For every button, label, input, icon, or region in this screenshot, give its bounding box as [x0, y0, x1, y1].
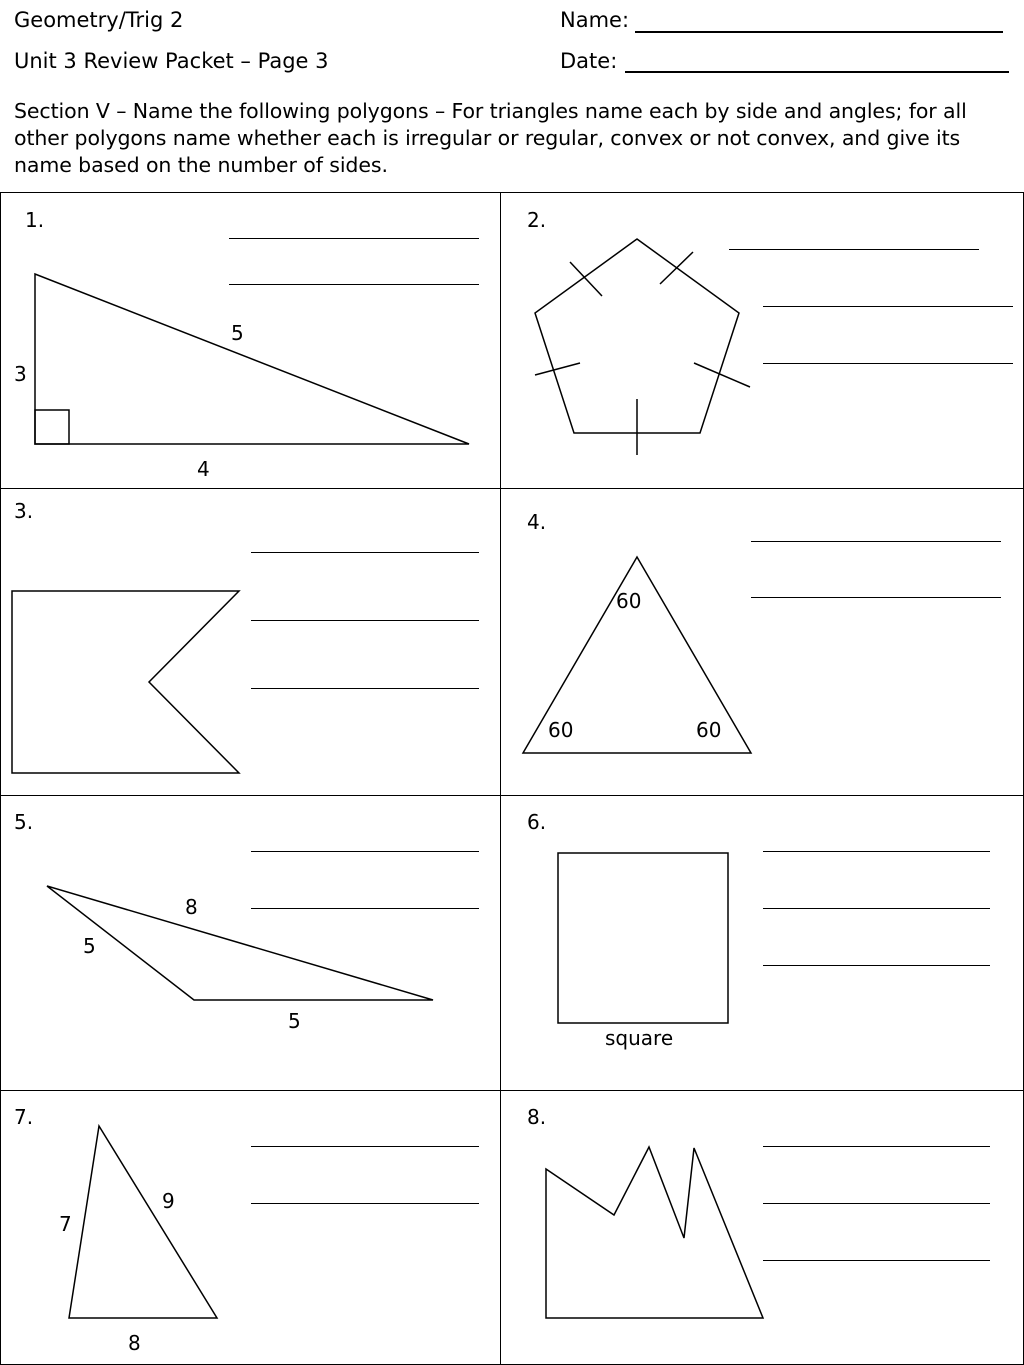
- name-label: Name:: [560, 8, 630, 32]
- side-label: 8: [185, 895, 198, 919]
- problem-8: [501, 1091, 1023, 1364]
- problem-number: 3.: [14, 499, 34, 523]
- side-label: 8: [128, 1331, 141, 1355]
- concave-pentagon-figure: [1, 489, 501, 796]
- problem-number: 2.: [527, 208, 547, 232]
- scalene-triangle-figure: [1, 1091, 501, 1363]
- regular-pentagon-figure: [501, 193, 1023, 489]
- course-title: Geometry/Trig 2: [14, 8, 184, 32]
- angle-label: 60: [696, 718, 722, 742]
- packet-title: Unit 3 Review Packet – Page 3: [14, 49, 329, 73]
- problem-7: [1, 1091, 501, 1364]
- name-field[interactable]: [635, 31, 1003, 33]
- angle-label: 60: [548, 718, 574, 742]
- right-triangle-figure: [1, 193, 501, 489]
- side-label: 5: [288, 1009, 301, 1033]
- side-label: 5: [83, 934, 96, 958]
- concave-polygon-figure: [501, 1091, 1023, 1363]
- side-label: 9: [162, 1189, 175, 1213]
- problem-6: [501, 796, 1023, 1091]
- figure-caption: square: [605, 1026, 674, 1050]
- square-figure: [501, 796, 1023, 1091]
- problem-5: [1, 796, 501, 1091]
- problem-1: [1, 193, 501, 489]
- problem-number: 7.: [14, 1105, 34, 1129]
- date-field[interactable]: [625, 71, 1009, 73]
- problem-number: 6.: [527, 810, 547, 834]
- side-label: 7: [59, 1212, 72, 1236]
- section-instructions: Section V – Name the following polygons – For triangles name each by side and angles; for all other polygons name whether each is irregular or regular, convex or not convex, and give its name based on the number of sides.: [14, 99, 967, 177]
- equilateral-triangle-figure: [501, 489, 1023, 796]
- obtuse-triangle-figure: [1, 796, 501, 1091]
- problem-number: 8.: [527, 1105, 547, 1129]
- side-label: 4: [197, 457, 210, 481]
- problem-number: 4.: [527, 510, 547, 534]
- problem-grid: [0, 192, 1024, 1365]
- problem-number: 5.: [14, 810, 34, 834]
- side-label: 5: [231, 321, 244, 345]
- problem-2: [501, 193, 1023, 489]
- problem-3: [1, 489, 501, 796]
- angle-label: 60: [616, 589, 642, 613]
- problem-number: 1.: [25, 208, 45, 232]
- side-label: 3: [14, 362, 27, 386]
- problem-4: [501, 489, 1023, 796]
- date-label: Date:: [560, 49, 618, 73]
